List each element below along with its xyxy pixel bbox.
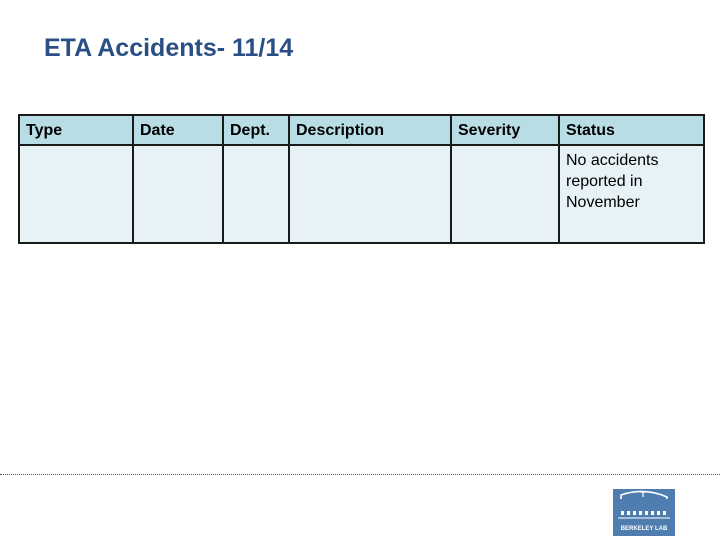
column-header-dept: Dept. (223, 115, 289, 145)
berkeley-lab-logo-graphic (613, 489, 675, 536)
table-row (19, 145, 704, 243)
cell-dept (223, 145, 289, 243)
cell-date (133, 145, 223, 243)
cell-type (19, 145, 133, 243)
slide-title: ETA Accidents- 11/14 (44, 34, 294, 62)
cell-description (289, 145, 451, 243)
berkeley-lab-logo-icon (613, 489, 675, 536)
accidents-table (18, 114, 705, 244)
column-header-description: Description (289, 115, 451, 145)
column-header-date: Date (133, 115, 223, 145)
logo-text: BERKELEY LAB (620, 526, 668, 532)
table-header-row (19, 115, 704, 145)
column-header-status: Status (559, 115, 704, 145)
cell-severity (451, 145, 559, 243)
column-header-type: Type (19, 115, 133, 145)
column-header-severity: Severity (451, 115, 559, 145)
cell-status: No accidents reported in November (559, 145, 704, 243)
footer-divider (0, 474, 720, 475)
